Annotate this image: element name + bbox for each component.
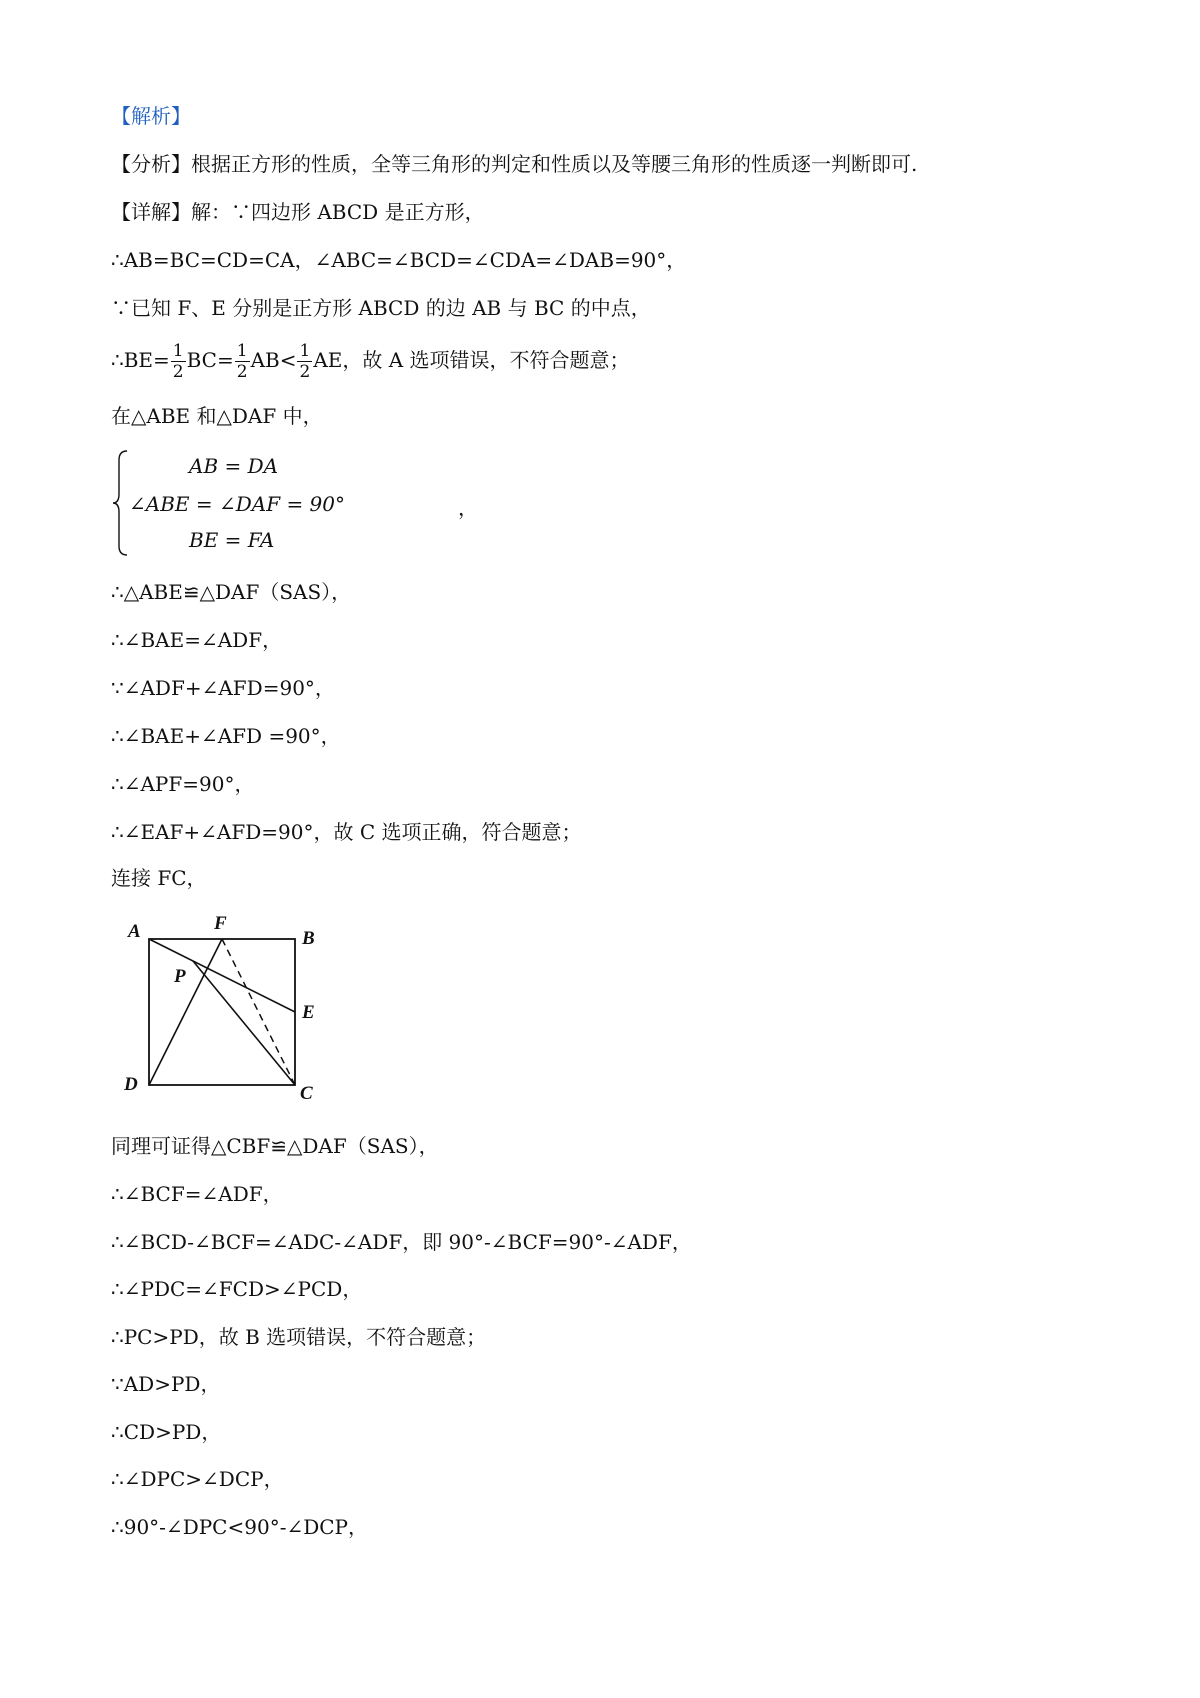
analysis-header: 【解析】 [111, 104, 191, 128]
solution-text: AE，故 A 选项错误，不符合题意； [313, 348, 630, 372]
system-row-3: BE = FA [189, 528, 275, 552]
segment-fc-dashed [222, 939, 295, 1085]
solution-line-15 [111, 1277, 362, 1301]
solution-text: ∴BE= [111, 348, 170, 372]
solution-line-4 [111, 404, 323, 428]
solution-line-1 [111, 248, 686, 272]
solution-text: ∴∠DPC>∠DCP， [111, 1467, 284, 1491]
geometry-figure [118, 910, 328, 1106]
solution-line-20 [111, 1515, 368, 1539]
solution-line-17 [111, 1372, 220, 1396]
fraction-half [235, 341, 250, 382]
solution-line-12 [111, 1134, 439, 1158]
solution-line-10 [111, 820, 582, 844]
fraction-denominator: 2 [172, 362, 184, 382]
segment-df [149, 939, 222, 1085]
solution-text: 在△ABE 和△DAF 中， [111, 404, 323, 428]
solution-text: ∴90°-∠DPC<90°-∠DCP， [111, 1515, 369, 1539]
fraction-half [297, 341, 312, 382]
point-label-a: A [128, 921, 141, 942]
solution-line-13 [111, 1182, 283, 1206]
solution-text: ∴PC>PD，故 B 选项错误，不符合题意； [111, 1325, 487, 1349]
solution-text: ∵∠ADF+∠AFD=90°， [111, 676, 335, 700]
solution-text: BC= [186, 348, 234, 372]
detail-text: 解：∵四边形 ABCD 是正方形， [191, 200, 485, 224]
solution-line-8 [111, 724, 341, 748]
fraction-numerator: 1 [172, 341, 184, 361]
fraction-denominator: 2 [236, 362, 248, 382]
solution-line-9 [111, 772, 254, 796]
point-label-p: P [174, 966, 186, 987]
analysis-tag: 【分析】 [111, 152, 191, 176]
system-brace [111, 448, 131, 558]
analysis-line [111, 152, 917, 176]
solution-text: ∴∠BCF=∠ADF， [111, 1182, 283, 1206]
solution-text: ∴CD>PD， [111, 1420, 222, 1444]
fraction-half [171, 341, 186, 382]
detail-tag: 【详解】 [111, 200, 191, 224]
analysis-text: 根据正方形的性质，全等三角形的判定和性质以及等腰三角形的性质逐一判断即可. [191, 152, 918, 176]
system-row-1: AB = DA [189, 454, 279, 478]
solution-text: ∴∠BAE+∠AFD =90°， [111, 724, 341, 748]
solution-text: ∴∠APF=90°， [111, 772, 255, 796]
segment-pc [193, 961, 295, 1085]
point-label-f: F [214, 913, 227, 934]
solution-text: ∴∠BAE=∠ADF， [111, 628, 283, 652]
solution-line-7 [111, 676, 335, 700]
solution-line-14 [111, 1230, 692, 1254]
solution-text: ∴△ABE≌△DAF（SAS）， [111, 580, 352, 604]
point-label-d: D [124, 1074, 138, 1095]
point-label-e: E [302, 1002, 315, 1023]
solution-line-16 [111, 1325, 486, 1349]
point-label-c: C [300, 1083, 313, 1104]
solution-line-6 [111, 628, 282, 652]
solution-text: 同理可证得△CBF≌△DAF（SAS）， [111, 1134, 439, 1158]
solution-text: ∴AB=BC=CD=CA，∠ABC=∠BCD=∠CDA=∠DAB=90°， [111, 248, 687, 272]
fraction-numerator: 1 [299, 341, 311, 361]
solution-text: ∴∠EAF+∠AFD=90°，故 C 选项正确，符合题意； [111, 820, 582, 844]
solution-line-18 [111, 1420, 221, 1444]
solution-line-2 [111, 296, 651, 320]
point-label-b: B [302, 928, 315, 949]
solution-line-11 [111, 866, 207, 890]
solution-text: 连接 FC， [111, 866, 207, 890]
solution-text: ∴∠PDC=∠FCD>∠PCD， [111, 1277, 363, 1301]
detail-line [111, 200, 485, 224]
solution-line-3 [111, 338, 630, 382]
solution-text: ∴∠BCD-∠BCF=∠ADC-∠ADF，即 90°-∠BCF=90°-∠ADF， [111, 1230, 692, 1254]
solution-text: AB< [250, 348, 297, 372]
solution-line-5 [111, 580, 351, 604]
section-label [111, 104, 191, 128]
system-row-2: ∠ABE = ∠DAF = 90° [129, 492, 346, 516]
fraction-denominator: 2 [299, 362, 311, 382]
square-abcd [149, 939, 295, 1085]
system-comma: ， [458, 496, 478, 520]
solution-text: ∵已知 F、E 分别是正方形 ABCD 的边 AB 与 BC 的中点， [111, 296, 651, 320]
solution-line-19 [111, 1467, 284, 1491]
segment-ae [149, 939, 295, 1012]
equation-system [111, 448, 478, 558]
solution-text: ∵AD>PD， [111, 1372, 221, 1396]
fraction-numerator: 1 [236, 341, 248, 361]
